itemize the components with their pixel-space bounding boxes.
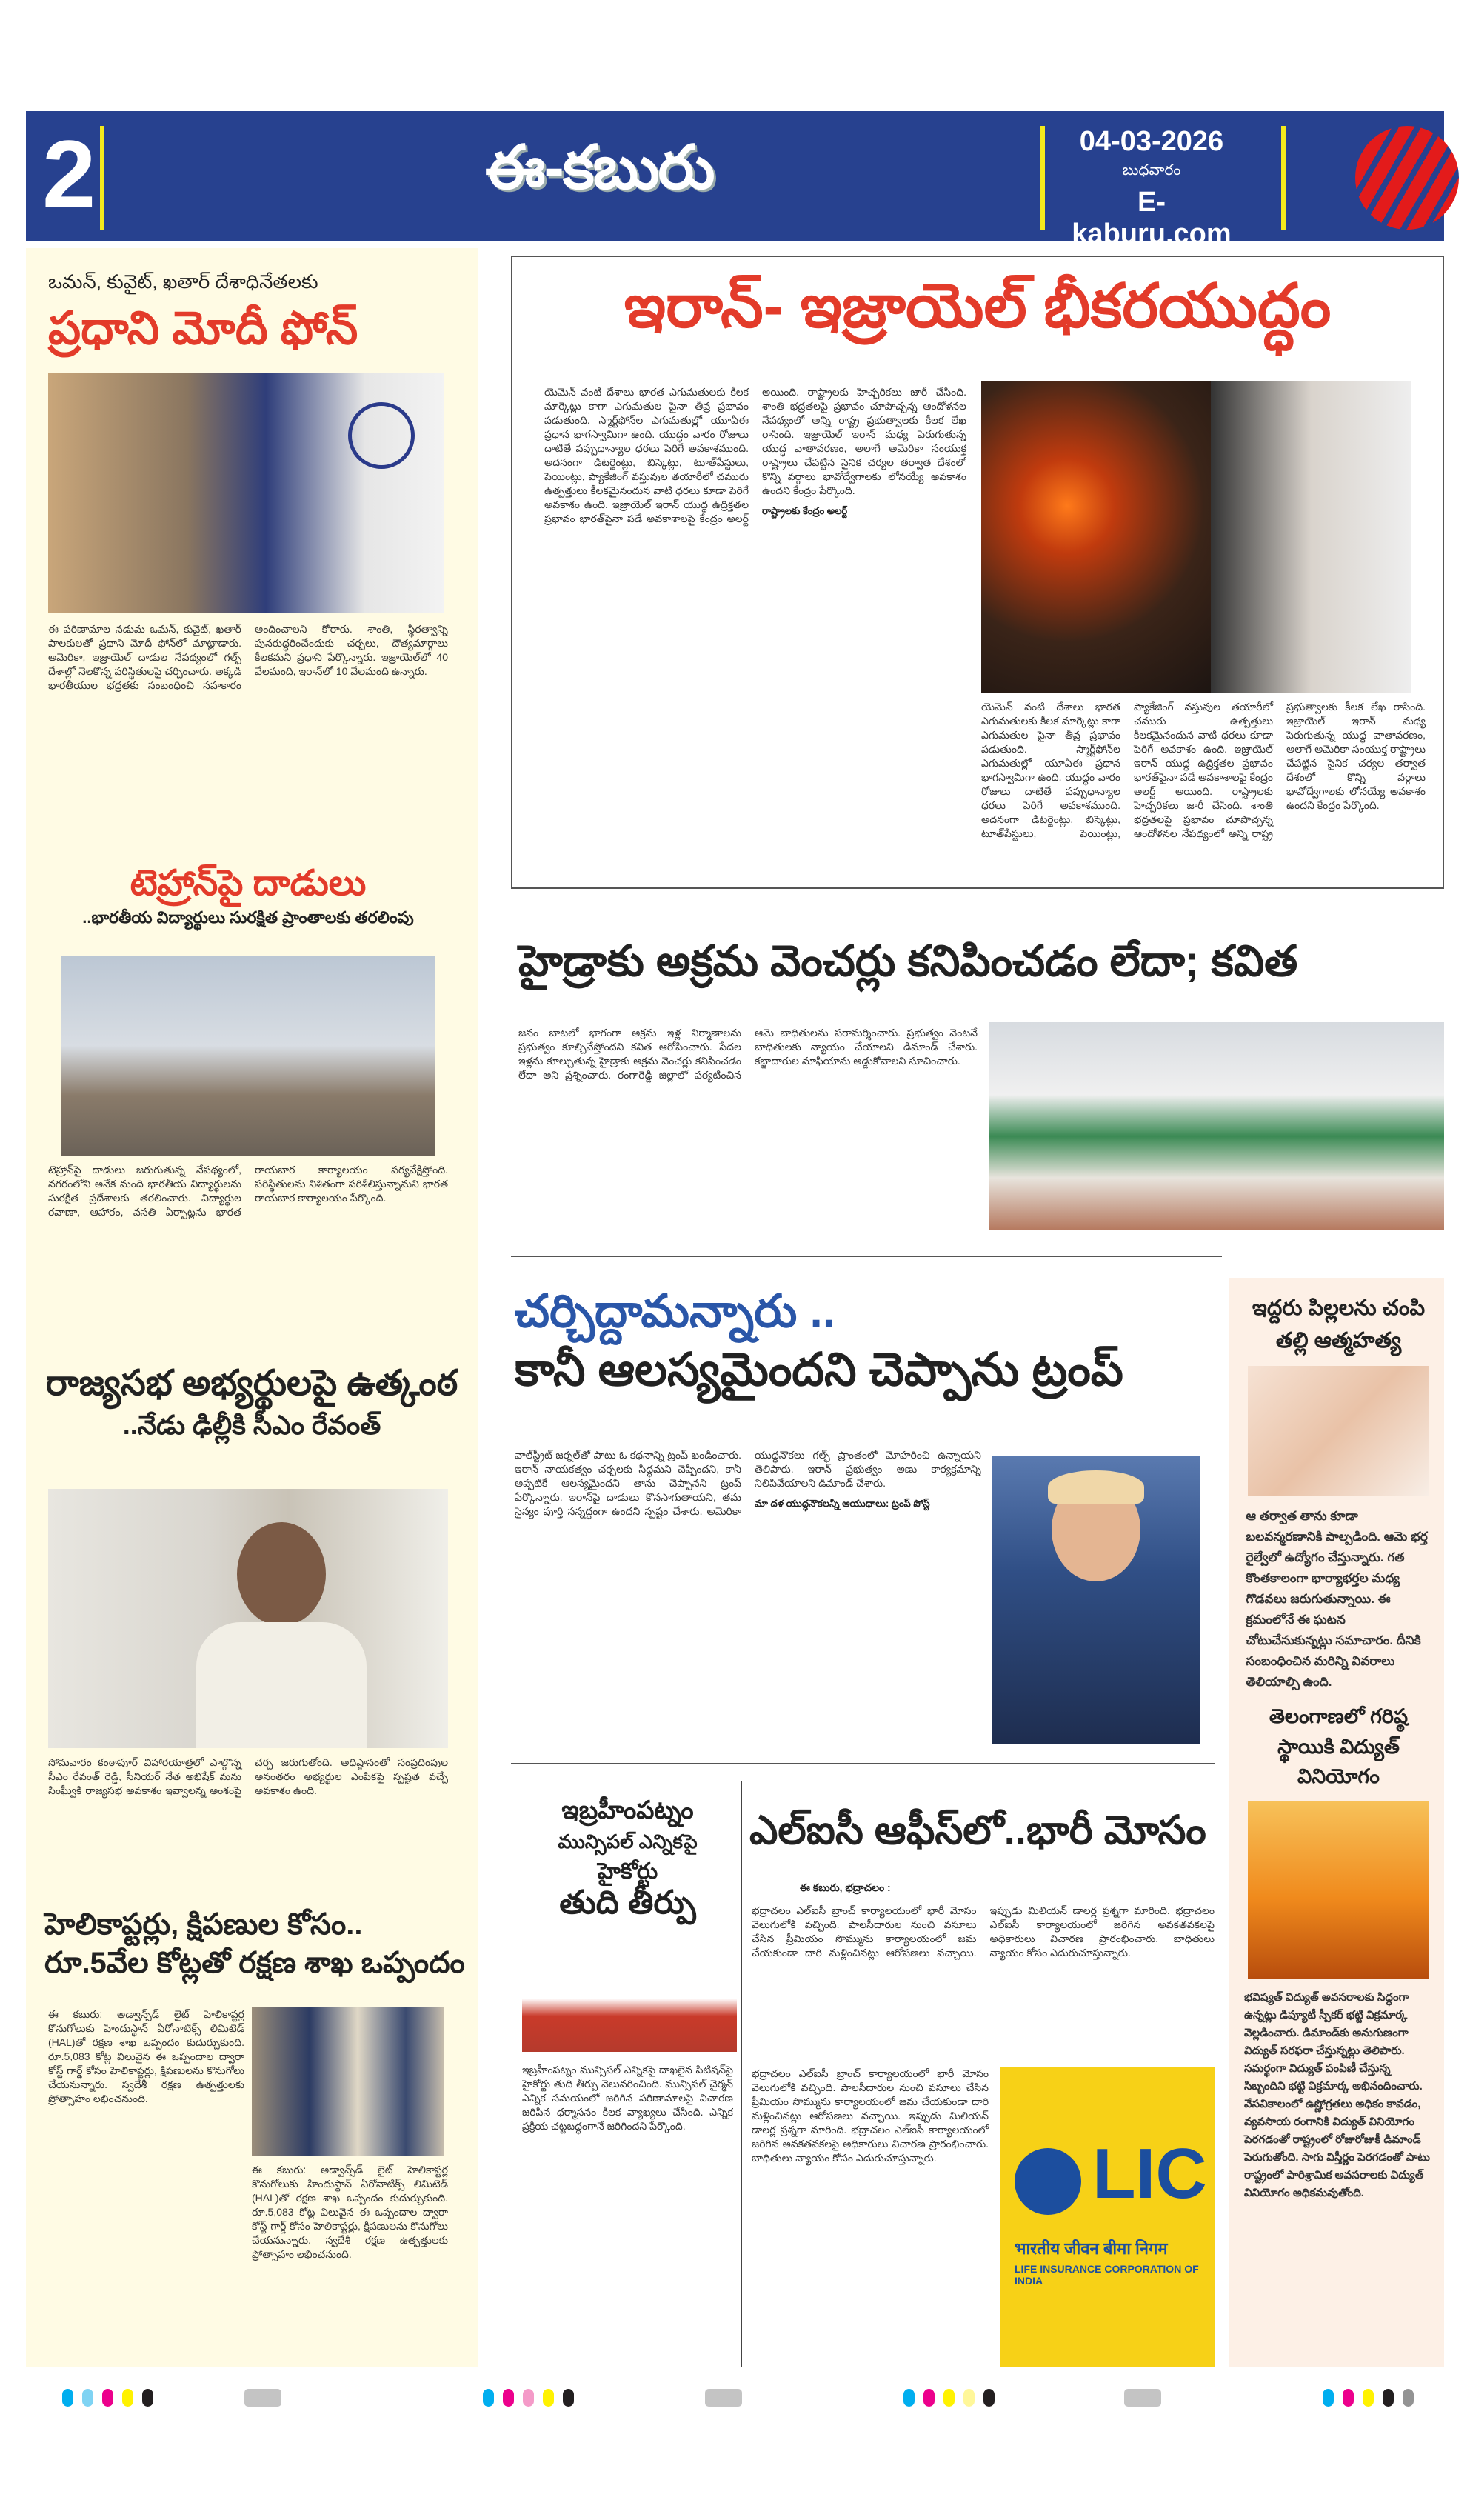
newspaper-title: ఈ-కబురు: [485, 134, 714, 201]
article-modi: [48, 270, 463, 355]
article-lic-headline: ఎల్‌ఐసీ ఆఫీస్‌లో..భారీ మోసం: [749, 1808, 1206, 1853]
article-tehran: [48, 863, 448, 931]
article-body-columns: [515, 1448, 981, 1744]
brand-logo-icon: [1355, 126, 1459, 230]
article-body-continued: యెమెన్ వంటి దేశాలు భారత ఎగుమతులకు కీలక మార్కెట్లు కాగా ఎగుమతుల పైనా తీవ్ర ప్రభావం పడుతుంది. స్మార్ట్‌ఫోన్‌ల ఎగుమతుల్లో యూఏఈ ప్రధాన భాగస్వామిగా ఉంది. యుద్ధం వారం రోజులు దాటితే పప్పుధాన్యాల ధరలు పెరిగే అవకాశముంది. అదనంగా డిటర్జెంట్లు, బిస్కెట్లు, టూత్‌పేస్టులు, పెయింట్లు, ప్యాకేజింగ్ వస్తువుల తయారీలో చమురు ఉత్పత్తులు కీలకమైనందున వాటి ధరలు కూడా పెరిగే అవకాశం ఉంది. ఇజ్రాయెల్ ఇరాన్ యుద్ధ ఉద్రిక్తతల ప్రభావం భారత్‌పైనా పడే అవకాశాలపై కేంద్రం అలర్ట్ అయింది. రాష్ట్రాలకు హెచ్చరికలు జారీ చేసింది. శాంతి భద్రతలపై ప్రభావం చూపొచ్చన్న ఆందోళనల నేపథ్యంలో అన్ని రాష్ట్ర ప్రభుత్వాలకు కీలక లేఖ రాసింది. ఇజ్రాయెల్ ఇరాన్ మధ్య పెరుగుతున్న యుద్ధ వాతావరణం, అలాగే అమెరికా సంయుక్త రాష్ట్రాలు చేపట్టిన సైనిక చర్యల తర్వాత దేశంలో కొన్ని వర్గాలు భావోద్వేగాలకు లోనయ్యే అవకాశం ఉందని కేంద్రం పేర్కొంది.: [981, 701, 1426, 839]
baby-feet-photo: [1248, 1366, 1429, 1496]
headline-1: చర్చిద్దామన్నారు ..: [515, 1286, 835, 1337]
article-body: భద్రాచలం ఎల్ఐసీ బ్రాంచ్ కార్యాలయంలో భారీ మోసం వెలుగులోకి వచ్చింది. పాలసీదారుల నుంచి వసూలు చేసిన ప్రీమియం సొమ్మును కార్యాలయంలో జమ చేయకుండా దారి మళ్లించినట్లు ఆరోపణలు వచ్చాయి. ఇప్పుడు మిలియన్ డాలర్ల ప్రశ్నగా మారింది. భద్రాచలం ఎల్ఐసీ కార్యాలయంలో జరిగిన అవకతవకలపై అధికారులు విచారణ ప్రారంభించారు. బాధితులు న్యాయం కోసం ఎదురుచూస్తున్నారు.: [752, 1904, 1215, 1959]
print-color-bars: [0, 2389, 1470, 2411]
date-box: [1066, 126, 1237, 250]
sidebar-headline: ఇద్దరు పిల్లలను చంపి తల్లి ఆత్మహత్య: [1252, 1296, 1426, 1353]
article-trump: [515, 1285, 1203, 1397]
headline-2: కానీ ఆలస్యమైందని చెప్పాను ట్రంప్: [515, 1344, 1123, 1396]
sidebar-body-2: భవిష్యత్ విద్యుత్ అవసరాలకు సిద్ధంగా ఉన్నట్లు డిప్యూటీ స్పీకర్ భట్టి విక్రమార్క వెల్లడించారు. డిమాండ్‌కు అనుగుణంగా విద్యుత్ సరఫరా చేస్తున్నట్లు తెలిపారు. సమర్థంగా విద్యుత్ పంపిణీ చేస్తున్న సిబ్బందిని భట్టి విక్రమార్క అభినందించారు. వేసవికాలంలో ఉష్ణోగ్రతలు అధికం కావడం, వ్యవసాయ రంగానికి విద్యుత్ వినియోగం పెరగడంతో రాష్ట్రంలో రోజురోజుకీ డిమాండ్ పెరుగుతోంది. సాగు విస్తీర్ణం పెరగడంతో పాటు రాష్ట్రంలో పారిశ్రామిక అవసరాలకు విద్యుత్ వినియోగం అధికమవుతోంది.: [1244, 1990, 1430, 2199]
trump-photo: [992, 1456, 1200, 1744]
headline: హెలికాప్టర్లు, క్షిపణుల కోసం..: [44, 1908, 363, 1941]
revanth-photo: [48, 1489, 448, 1748]
article-body-columns: [544, 385, 966, 874]
kicker: ఒమన్, కువైట్, ఖతార్ దేశాధినేతలకు: [48, 270, 318, 293]
dateline: ఈ కబురు, భద్రాచలం :: [800, 1881, 891, 1899]
protest-photo: [989, 1022, 1444, 1230]
war-photo: [981, 381, 1411, 693]
headline-line-3: హైకోర్టు: [597, 1859, 658, 1884]
headline: రాజ్యసభ అభ్యర్థులపై ఉత్కంఠ: [45, 1364, 458, 1403]
article-helicopter: [44, 1907, 474, 1980]
lic-emblem-icon: [1015, 2148, 1081, 2215]
masthead: [26, 111, 1444, 250]
article-body: టెహ్రాన్‌పై దాడులు జరుగుతున్న నేపథ్యంలో, నగరంలోని అనేక మంది భారతీయ విద్యార్థులను సురక్షిత ప్రదేశాలకు తరలించారు. విద్యార్థుల రవాణా, ఆహారం, వసతి ఏర్పాట్లను భారత రాయబార కార్యాలయం పర్యవేక్షిస్తోంది. పరిస్థితులను నిశితంగా పరిశీలిస్తున్నామని భారత రాయబార కార్యాలయం పేర్కొంది.: [48, 1164, 448, 1218]
weekday: బుధవారం: [1122, 162, 1181, 179]
defence-signing-photo: [252, 2007, 444, 2156]
article-ibrahimpatnam: [518, 1796, 737, 1922]
article-body: సోమవారం కంఠాపూర్ విహారయాత్రలో పాల్గొన్న సీఎం రేవంత్ రెడ్డి, సీనియర్ నేత అభిషేక్ మను సింఘ్వీకి రాజ్యసభ అవకాశం ఇవ్వాలన్న అంశంపై చర్చ జరుగుతోంది. అధిష్ఠానంతో సంప్రదింపుల అనంతరం అభ్యర్థుల ఎంపికపై స్పష్టత వచ్చే అవకాశం ఉంది.: [48, 1756, 448, 1796]
article-body: వాల్‌స్ట్రీట్ జర్నల్‌తో పాటు ఓ కథనాన్ని ట్రంప్ ఖండించారు. ఇరాన్ నాయకత్వం చర్చలకు సిద్ధమని చెప్పిందని, కానీ అప్పటికే ఆలస్యమైందని తాను చెప్పానని ట్రంప్ పేర్కొన్నారు. ఇరాన్‌పై దాడులు కొనసాగుతాయని, తమ సైన్యం పూర్తి సన్నద్ధంగా ఉందని స్పష్టం చేశారు. అమెరికా యుద్ధనౌకలు గల్ఫ్ ప్రాంతంలో మోహరించి ఉన్నాయని తెలిపారు. ఇరాన్ ప్రభుత్వం అణు కార్యక్రమాన్ని నిలిపివేయాలని డిమాండ్ చేశారు.: [515, 1449, 981, 1517]
lic-logo-text: LIC: [1092, 2134, 1207, 2213]
article-body: యెమెన్ వంటి దేశాలు భారత ఎగుమతులకు కీలక మార్కెట్లు కాగా ఎగుమతుల పైనా తీవ్ర ప్రభావం పడుతుంది. స్మార్ట్‌ఫోన్‌ల ఎగుమతుల్లో యూఏఈ ప్రధాన భాగస్వామిగా ఉంది. యుద్ధం వారం రోజులు దాటితే పప్పుధాన్యాల ధరలు పెరిగే అవకాశముంది. అదనంగా డిటర్జెంట్లు, బిస్కెట్లు, టూత్‌పేస్టులు, పెయింట్లు, ప్యాకేజింగ్ వస్తువుల తయారీలో చమురు ఉత్పత్తులు కీలకమైనందున వాటి ధరలు కూడా పెరిగే అవకాశం ఉంది. ఇజ్రాయెల్ ఇరాన్ యుద్ధ ఉద్రిక్తతల ప్రభావం భారత్‌పైనా పడే అవకాశాలపై కేంద్రం అలర్ట్ అయింది. రాష్ట్రాలకు హెచ్చరికలు జారీ చేసింది. శాంతి భద్రతలపై ప్రభావం చూపొచ్చన్న ఆందోళనల నేపథ్యంలో అన్ని రాష్ట్ర ప్రభుత్వాలకు కీలక లేఖ రాసింది. ఇజ్రాయెల్ ఇరాన్ మధ్య పెరుగుతున్న యుద్ధ వాతావరణం, అలాగే అమెరికా సంయుక్త రాష్ట్రాలు చేపట్టిన సైనిక చర్యల తర్వాత దేశంలో కొన్ని వర్గాలు భావోద్వేగాలకు లోనయ్యే అవకాశం ఉందని కేంద్రం పేర్కొంది.: [544, 386, 966, 524]
article-rajyasabha: [33, 1363, 470, 1441]
page-number: 2: [42, 120, 96, 228]
subhead: మా దళ యుద్ధనౌకలన్నీ ఆయుధాలు: ట్రంప్ పోస్ట్: [755, 1498, 930, 1509]
article-body: జనం బాటలో భాగంగా అక్రమ ఇళ్ల నిర్మాణాలను ప్రభుత్వం కూల్చివేస్తోందని కవిత ఆరోపించారు. పేదల ఇళ్లను కూల్చుతున్న హైడ్రాకు అక్రమ వెంచర్లు కనిపించడం లేదా అని ప్రశ్నించారు. రంగారెడ్డి జిల్లాలో పర్యటించిన ఆమె బాధితులను పరామర్శించారు. ప్రభుత్వం వెంటనే బాధితులకు న్యాయం చేయాలని డిమాండ్ చేశారు. కబ్జాదారుల మాఫియాను అడ్డుకోవాలని సూచించారు.: [518, 1027, 978, 1081]
headline: టెహ్రాన్‌పై దాడులు: [130, 864, 367, 903]
lic-english-text: LIFE INSURANCE CORPORATION OF INDIA: [1015, 2263, 1199, 2287]
headline-2: రూ.5వేల కోట్లతో రక్షణ శాఖ ఒప్పందం: [44, 1947, 465, 1979]
power-tower-photo: [1248, 1801, 1429, 1979]
divider: [511, 1256, 1222, 1257]
divider: [511, 1763, 1215, 1764]
article-kavitha-headline: హైడ్రాకు అక్రమ వెంచర్లు కనిపించడం లేదా; కవిత: [518, 937, 1298, 985]
ashoka-chakra-icon: [348, 402, 415, 469]
issue-date: 04-03-2026: [1079, 126, 1224, 157]
divider: [741, 1781, 742, 2367]
headline-line-2: మున్సిపల్ ఎన్నికపై: [558, 1830, 698, 1853]
subheadline: ..భారతీయ విద్యార్థులు సురక్షిత ప్రాంతాలకు తరలింపు: [82, 908, 414, 927]
high-court-building-image: [522, 1963, 737, 2052]
divider: [100, 126, 104, 230]
lic-hindi-text: भारतीय जीवन बीमा निगम: [1015, 2239, 1168, 2258]
divider: [1281, 126, 1286, 230]
article-body: ఈ పరిణామాల నడుమ ఒమన్, కువైట్, ఖతార్ పాలకులతో ప్రధాని మోదీ ఫోన్‌లో మాట్లాడారు. అమెరికా, ఇజ్రాయెల్ దాడుల నేపథ్యంలో గల్ఫ్ దేశాల్లో నెలకొన్న పరిస్థితులపై చర్చించారు. అక్కడి భారతీయుల భద్రతకు సంబంధించి సహకారం అందించాలని కోరారు. శాంతి, స్థిరత్వాన్ని పునరుద్ధరించేందుకు చర్చలు, దౌత్యమార్గాలు కీలకమని ప్రధాని పేర్కొన్నారు. ఇజ్రాయెల్‌లో 40 వేలమంది, ఇరాన్‌లో 10 వేలమంది ఉన్నారు.: [48, 623, 448, 691]
headline-line-1: ఇబ్రహీంపట్నం: [561, 1796, 694, 1824]
article-body-continued: భద్రాచలం ఎల్ఐసీ బ్రాంచ్ కార్యాలయంలో భారీ మోసం వెలుగులోకి వచ్చింది. పాలసీదారుల నుంచి వసూలు చేసిన ప్రీమియం సొమ్మును కార్యాలయంలో జమ చేయకుండా దారి మళ్లించినట్లు ఆరోపణలు వచ్చాయి. ఇప్పుడు మిలియన్ డాలర్ల ప్రశ్నగా మారింది. భద్రాచలం ఎల్ఐసీ కార్యాలయంలో జరిగిన అవకతవకలపై అధికారులు విచారణ ప్రారంభించారు. బాధితులు న్యాయం కోసం ఎదురుచూస్తున్నారు.: [752, 2067, 989, 2164]
subheadline: ..నేడు ఢిల్లీకి సీఎం రేవంత్: [122, 1410, 381, 1441]
sidebar-body: ఆ తర్వాత తాను కూడా బలవన్మరణానికి పాల్పడింది. ఆమె భర్త రైల్వేలో ఉద్యోగం చేస్తున్నారు. గత కొంతకాలంగా భార్యాభర్తల మధ్య గొడవలు జరుగుతున్నాయి. ఈ క్రమంలోనే ఈ ఘటన చోటుచేసుకున్నట్లు సమాచారం. దీనికి సంబంధించిన మరిన్ని వివరాలు తెలియాల్సి ఉంది.: [1246, 1509, 1428, 1689]
article-body: ఈ కబురు: అడ్వాన్స్‌డ్ లైట్ హెలికాప్టర్ల కొనుగోలుకు హిందుస్థాన్ ఏరోనాటిక్స్ లిమిటెడ్ (HAL)తో రక్షణ శాఖ ఒప్పందం కుదుర్చుకుంది. రూ.5,083 కోట్ల విలువైన ఈ ఒప్పందాల ద్వారా కోస్ట్ గార్డ్ కోసం హెలికాప్టర్లు, క్షిపణులను కొనుగోలు చేయనున్నారు. స్వదేశీ రక్షణ ఉత్పత్తులకు ప్రోత్సాహం లభించనుంది.: [48, 2008, 244, 2104]
divider: [1040, 126, 1045, 230]
sidebar-headline-2: తెలంగాణలో గరిష్ఠ స్థాయికి విద్యుత్ వినియోగం: [1269, 1705, 1409, 1787]
article-body-continued: ఈ కబురు: అడ్వాన్స్‌డ్ లైట్ హెలికాప్టర్ల కొనుగోలుకు హిందుస్థాన్ ఏరోనాటిక్స్ లిమిటెడ్ (HAL)తో రక్షణ శాఖ ఒప్పందం కుదుర్చుకుంది. రూ.5,083 కోట్ల విలువైన ఈ ఒప్పందాల ద్వారా కోస్ట్ గార్డ్ కోసం హెలికాప్టర్లు, క్షిపణులను కొనుగోలు చేయనున్నారు. స్వదేశీ రక్షణ ఉత్పత్తులకు ప్రోత్సాహం లభించనుంది.: [252, 2164, 448, 2260]
website-link[interactable]: E-kaburu.com: [1072, 187, 1232, 250]
modi-portrait: [1211, 381, 1411, 693]
tehran-photo: [61, 956, 435, 1156]
article-body: ఇబ్రహీంపట్నం మున్సిపల్ ఎన్నికపై దాఖలైన పిటిషన్‌పై హైకోర్టు తుది తీర్పు వెలువరించింది. మున్సిపల్ చైర్మన్ ఎన్నిక సమయంలో జరిగిన పరిణామాలపై విచారణ జరిపిన ధర్మాసనం కీలక వ్యాఖ్యలు చేసింది. ఎన్నిక ప్రక్రియ చట్టబద్ధంగానే జరిగిందని పేర్కొంది.: [522, 2064, 733, 2132]
headline: ఇరాన్- ఇజ్రాయెల్ భీకరయుద్ధం: [624, 273, 1332, 340]
headline: ప్రధాని మోదీ ఫోన్: [48, 303, 358, 354]
subhead: రాష్ట్రాలకు కేంద్రం అలర్ట్: [762, 505, 848, 516]
right-sidebar-content: [1244, 1293, 1433, 2202]
headline-line-4: తుది తీర్పు: [559, 1884, 696, 1921]
modi-photo: [48, 373, 444, 613]
lic-logo-photo: [1000, 2067, 1215, 2367]
